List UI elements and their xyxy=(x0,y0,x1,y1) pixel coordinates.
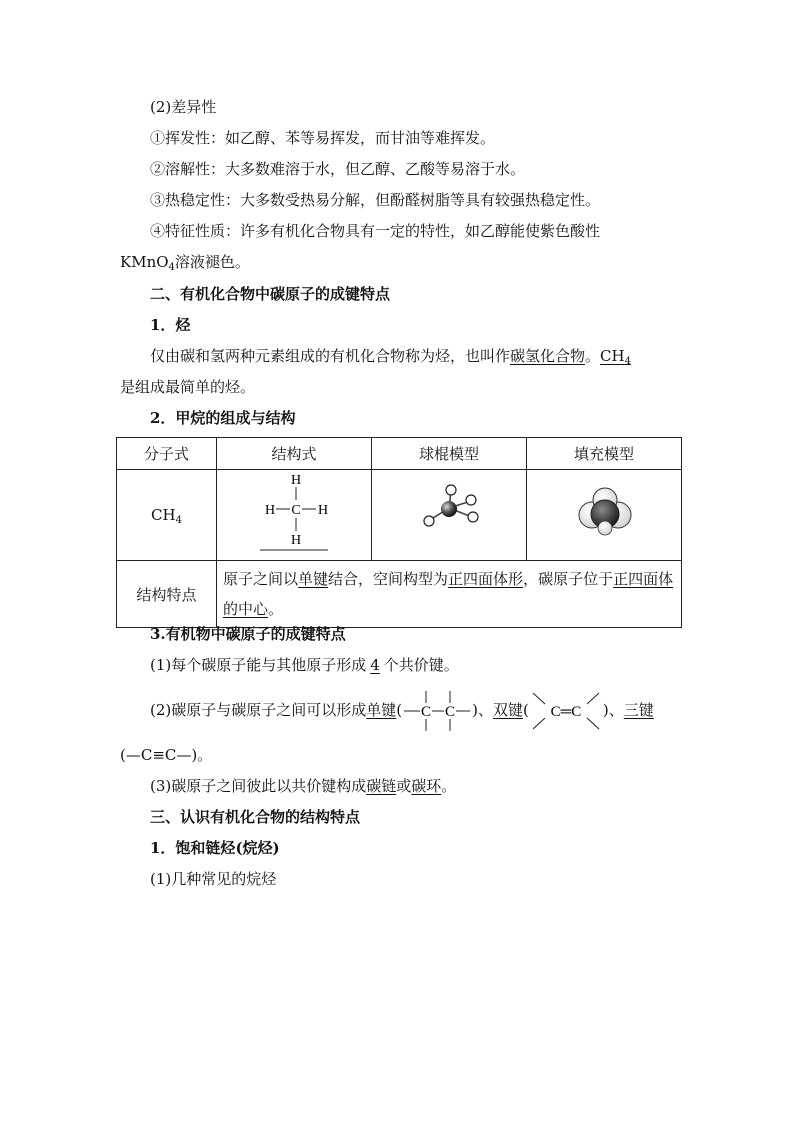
subsection-hydrocarbon: 1．烃 xyxy=(150,316,191,334)
section-title-carbon-bonding: 二、有机化合物中碳原子的成键特点 xyxy=(150,285,391,303)
methane-formula: $CH_4$ xyxy=(117,470,217,561)
paragraph-thermal-stability: ③热稳定性：大多数受热易分解，但酚醛树脂等具有较强热稳定性。 xyxy=(150,191,601,209)
table-header-structural-formula: 结构式 xyxy=(217,438,372,470)
svg-text:C: C xyxy=(290,503,301,518)
methane-ball-stick-model xyxy=(372,470,527,561)
section-title-structure-features: 三、认识有机化合物的结构特点 xyxy=(150,808,361,826)
table-header-formula: 分子式 xyxy=(117,438,217,470)
section-heading-differences: (2)差异性 xyxy=(150,98,217,116)
paragraph-special-properties-cont: KMnO$_4$溶液褪色。 xyxy=(120,253,250,273)
structure-features-description: 原子之间以单键结合，空间构型为正四面体形，碳原子位于正四面体的中心。 xyxy=(217,561,682,628)
methane-structural-formula xyxy=(217,470,372,561)
svg-text:H: H xyxy=(264,503,275,518)
subsection-common-alkanes: (1)几种常见的烷烃 xyxy=(150,870,277,888)
subsection-alkanes: 1．饱和链烃(烷烃) xyxy=(150,839,280,857)
subsection-methane-structure: 2．甲烷的组成与结构 xyxy=(150,409,296,427)
methane-structural-formula-drawing xyxy=(218,470,371,556)
table-row-structure-features xyxy=(117,561,682,628)
structure-features-label: 结构特点 xyxy=(117,561,217,628)
paragraph-solubility: ②溶解性：大多数难溶于水，但乙醇、乙酸等易溶于水。 xyxy=(150,160,526,178)
ball-stick-model-drawing xyxy=(373,470,526,556)
methane-space-filling-model xyxy=(527,470,682,561)
double-bond-drawing xyxy=(529,689,603,733)
paragraph-hydrocarbon-definition-cont: 是组成最简单的烃。 xyxy=(120,378,256,396)
table-row-methane xyxy=(117,470,682,561)
paragraph-four-covalent-bonds: (1)每个碳原子能与其他原子形成 4 个共价键。 xyxy=(150,656,459,674)
svg-text:H: H xyxy=(290,533,301,548)
svg-text:C═C: C═C xyxy=(550,704,582,720)
svg-text:C: C xyxy=(421,704,432,720)
methane-structure-table xyxy=(116,437,682,628)
paragraph-special-properties: ④特征性质：许多有机化合物具有一定的特性，如乙醇能使紫色酸性 xyxy=(150,222,601,240)
section-title-organic-carbon-bonding: 3.有机物中碳原子的成键特点 xyxy=(150,625,346,643)
svg-text:H: H xyxy=(290,473,301,488)
paragraph-chains-rings: (3)碳原子之间彼此以共价键构成碳链或碳环。 xyxy=(150,777,457,795)
space-filling-model-drawing xyxy=(528,470,681,556)
single-bond-drawing xyxy=(402,689,472,733)
paragraph-volatility: ①挥发性：如乙醇、苯等易挥发，而甘油等难挥发。 xyxy=(150,129,496,147)
svg-text:H: H xyxy=(317,503,328,518)
paragraph-hydrocarbon-definition: 仅由碳和氢两种元素组成的有机化合物称为烃，也叫作碳氢化合物。$CH_4$ xyxy=(150,347,631,367)
table-header-space-filling-model: 填充模型 xyxy=(527,438,682,470)
table-header-row xyxy=(117,438,682,470)
paragraph-bond-types: (2)碳原子与碳原子之间可以形成单键( C C )、双键( C═C )、三键 xyxy=(150,700,654,720)
paragraph-triple-bond: (—C≡C—)。 xyxy=(120,746,213,764)
svg-text:C: C xyxy=(445,704,456,720)
table-header-ball-stick-model: 球棍模型 xyxy=(372,438,527,470)
